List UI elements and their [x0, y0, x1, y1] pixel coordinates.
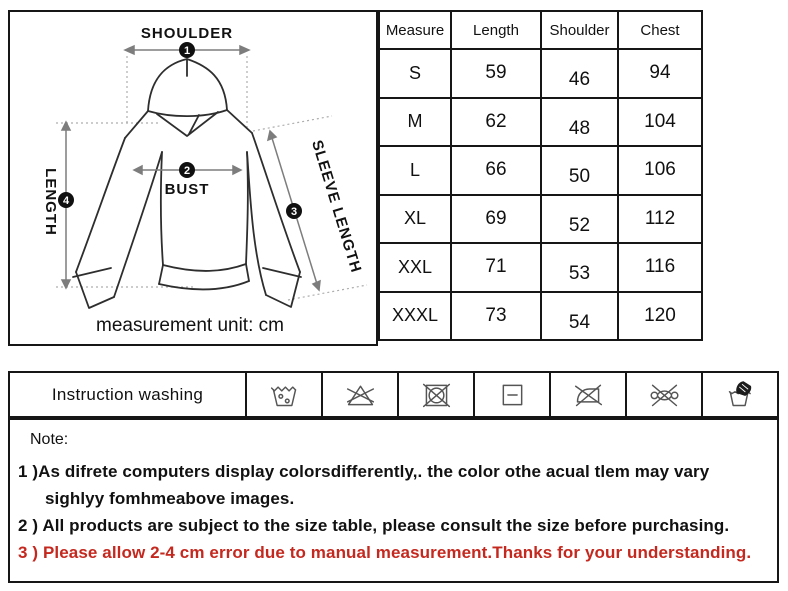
table-row: [379, 195, 702, 244]
note-line-3: 3 ) Please allow 2-4 cm error due to manual measurement.Thanks for your understanding.: [18, 543, 752, 562]
shoulder-label: SHOULDER: [140, 25, 234, 42]
washing-icon-cell: [703, 373, 777, 416]
do-not-tumble-dry-icon: [420, 378, 453, 411]
length-value: 73: [451, 292, 541, 341]
note-line-1: 1 )As difrete computers display colorsdifferently,. the color othe acual tlem may vary: [18, 462, 710, 481]
header-shoulder: Shoulder: [541, 11, 618, 49]
chest-value: 112: [618, 195, 702, 244]
note-line-1-continued: sighlyy fomhmeabove images.: [45, 489, 295, 508]
size-value: L: [379, 146, 451, 195]
table-row: [379, 98, 702, 147]
note-line-2: 2 ) All products are subject to the size table, please consult the size before purchasing.: [18, 516, 730, 535]
bust-label: BUST: [164, 181, 210, 198]
marker-shoulder: 1: [183, 45, 191, 57]
washing-instruction-bar: [8, 371, 779, 418]
washing-icon-cell: [627, 373, 703, 416]
size-value: XXXL: [379, 292, 451, 341]
size-value: XL: [379, 195, 451, 244]
washing-icon-cell: [551, 373, 627, 416]
do-not-wring-icon: [648, 378, 681, 411]
sleeve-length-label: SLEEVE LENGTH: [307, 138, 365, 276]
length-label: LENGTH: [42, 168, 59, 236]
chest-value: 94: [618, 49, 702, 98]
shoulder-value: 54: [541, 292, 618, 341]
shoulder-value: 53: [541, 243, 618, 292]
chest-value: 116: [618, 243, 702, 292]
table-row: [379, 292, 702, 341]
length-value: 66: [451, 146, 541, 195]
table-row: [379, 146, 702, 195]
size-value: XXL: [379, 243, 451, 292]
marker-length: 4: [62, 195, 70, 207]
washing-icon-cell: [475, 373, 551, 416]
shoulder-value: 50: [541, 146, 618, 195]
note-box: [8, 418, 779, 583]
shoulder-value: 48: [541, 98, 618, 147]
size-value: S: [379, 49, 451, 98]
shoulder-value: 46: [541, 49, 618, 98]
hoodie-diagram-svg: [10, 12, 376, 344]
hand-wash-icon: [724, 378, 757, 411]
chest-value: 104: [618, 98, 702, 147]
length-value: 59: [451, 49, 541, 98]
washing-icon-cell: [247, 373, 323, 416]
do-not-iron-icon: [572, 378, 605, 411]
washing-instruction-label: Instruction washing: [10, 373, 247, 416]
note-title: Note:: [30, 431, 69, 448]
hoodie-measurement-diagram: [8, 10, 378, 346]
machine-wash-icon: [268, 378, 301, 411]
table-row: [379, 49, 702, 98]
header-length: Length: [451, 11, 541, 49]
marker-bust: 2: [183, 165, 191, 177]
header-measure: Measure: [379, 11, 451, 49]
marker-sleeve: 3: [290, 206, 298, 218]
header-chest: Chest: [618, 11, 702, 49]
table-row: [379, 243, 702, 292]
washing-icon-cell: [399, 373, 475, 416]
size-table-header-row: [379, 11, 702, 49]
size-table: [378, 10, 703, 341]
washing-icon-cell: [323, 373, 399, 416]
chest-value: 120: [618, 292, 702, 341]
length-value: 69: [451, 195, 541, 244]
do-not-bleach-icon: [344, 378, 377, 411]
chest-value: 106: [618, 146, 702, 195]
length-value: 71: [451, 243, 541, 292]
dry-flat-icon: [496, 378, 529, 411]
length-value: 62: [451, 98, 541, 147]
size-value: M: [379, 98, 451, 147]
measurement-unit-label: measurement unit: cm: [96, 315, 284, 336]
shoulder-value: 52: [541, 195, 618, 244]
